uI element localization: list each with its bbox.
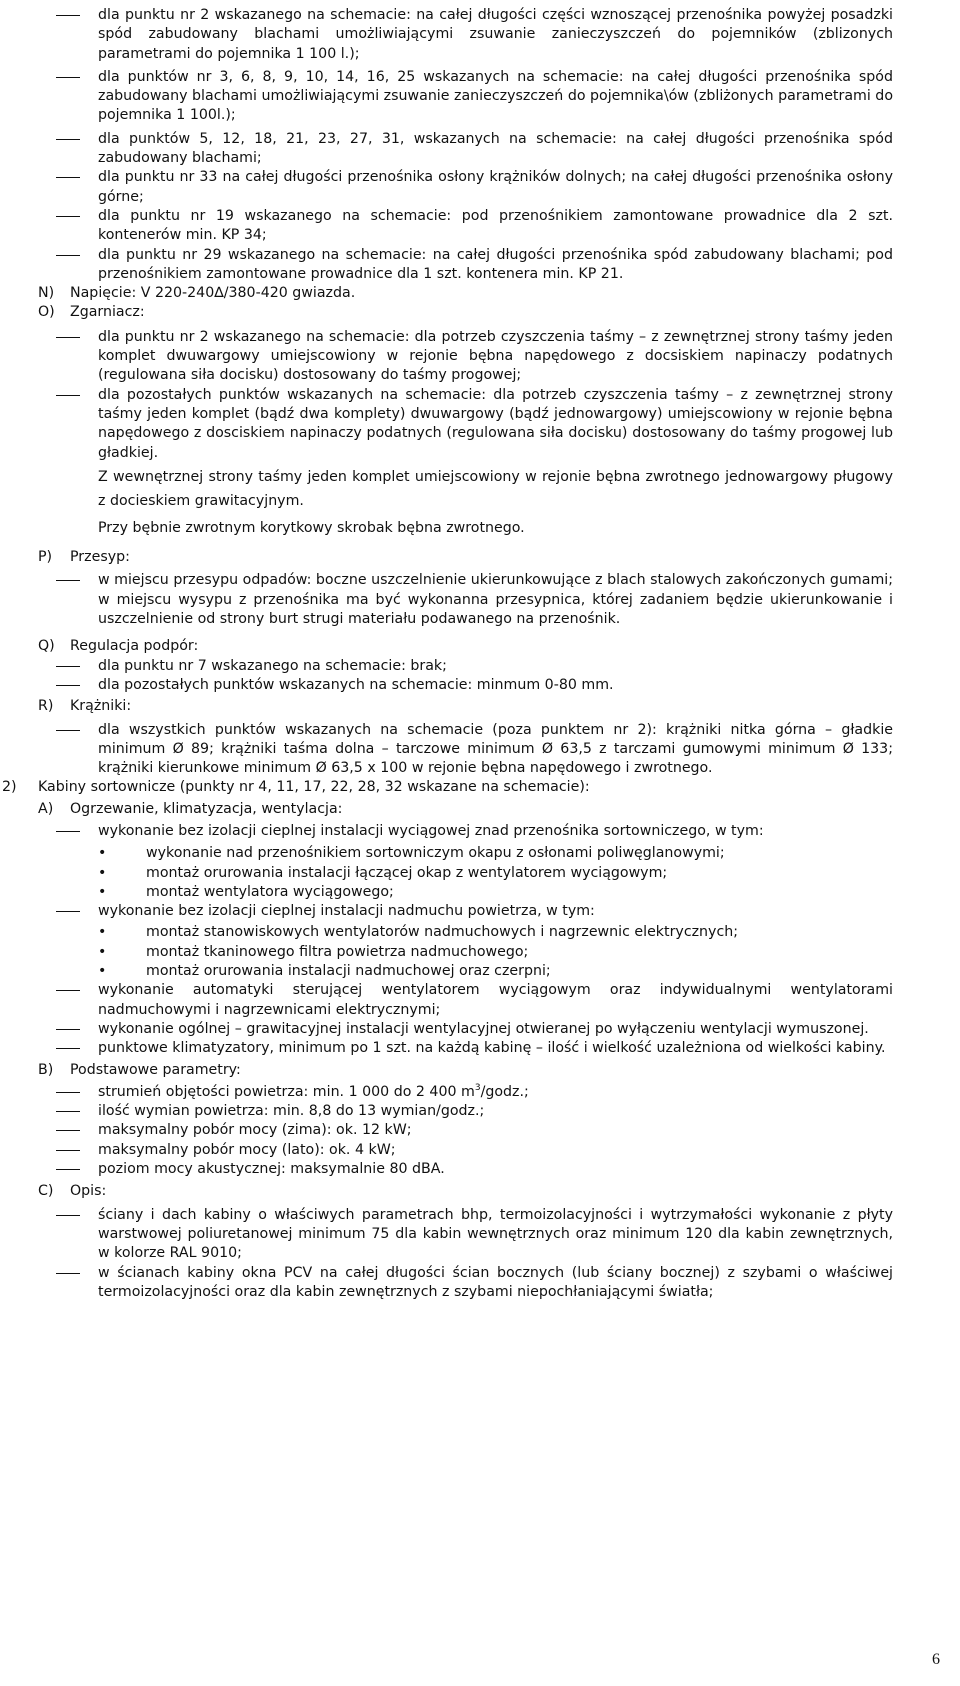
list-item <box>98 1121 893 1140</box>
section-title: Podstawowe parametry: <box>70 1061 241 1078</box>
dash-marker <box>56 177 80 178</box>
list-item-text-end: /godz.; <box>480 1083 529 1100</box>
section-title: Przesyp: <box>70 549 130 566</box>
bullet-list <box>98 844 893 902</box>
list-item <box>98 571 893 629</box>
list-item <box>98 246 893 285</box>
list-item-text: ilość wymian powietrza: min. 8,8 do 13 wymian/godz.; <box>98 1103 485 1120</box>
list-item <box>98 1141 893 1160</box>
list-item <box>98 207 893 246</box>
list-item <box>98 981 893 1020</box>
bullet-item-text: montaż wentylatora wyciągowego; <box>146 883 394 900</box>
list-item-text: maksymalny pobór mocy (zima): ok. 12 kW; <box>98 1122 412 1139</box>
dash-marker <box>56 255 80 256</box>
list-item <box>98 68 893 126</box>
section-text: Napięcie: V 220-240∆/380-420 gwiazda. <box>70 285 356 302</box>
list-item-text: dla punktów 5, 12, 18, 21, 23, 27, 31, wskazanych na schemacie: na całej długości przenośnika spód zabudowany blachami; <box>98 130 893 167</box>
list-item-text: dla punktu nr 2 wskazanego na schemacie: dla potrzeb czyszczenia taśmy – z zewnętrznej strony taśmy jeden komplet dwuwargowy umiejscowiony w rejonie bębna napędowego z docsiskiem napinaczy podatnych (regulowana siła docisku) dostosowany do taśmy progowej; <box>98 328 893 384</box>
section-o-list <box>98 328 893 538</box>
dash-marker <box>56 1111 80 1112</box>
section-title: Kabiny sortownicze (punkty nr 4, 11, 17, 22, 28, 32 wskazane na schemacie): <box>38 779 590 796</box>
section-marker: O) <box>38 304 55 321</box>
list-item-text: dla punktów nr 3, 6, 8, 9, 10, 14, 16, 25 wskazanych na schemacie: na całej długości przenośnika spód zabudowany blachami umożliwiającymi zsuwanie zanieczyszczeń do pojemnika\ów (zbliżonych parametrami do pojemnika 1 100l.); <box>98 68 893 124</box>
dash-list-continuation <box>98 6 893 284</box>
dash-marker <box>56 1215 80 1216</box>
section-marker: A) <box>38 800 54 817</box>
section-o-heading <box>38 303 960 322</box>
bullet-marker: • <box>98 943 107 960</box>
list-item-text: wykonanie automatyki sterującej wentylatorem wyciągowym oraz indywidualnymi wentylatorami nadmuchowymi i nagrzewnicami elektrycznymi; <box>98 982 893 1018</box>
section-p-heading <box>38 548 960 567</box>
list-item-text: dla punktu nr 33 na całej długości przenośnika osłony krążników dolnych; na całej długości przenośnika osłony górne; <box>98 169 893 205</box>
section-marker: C) <box>38 1183 54 1200</box>
list-item <box>98 168 893 207</box>
bullet-item-text: montaż orurowania instalacji łączącej okap z wentylatorem wyciągowym; <box>146 864 668 881</box>
paragraph: Z wewnętrznej strony taśmy jeden komplet umiejscowiony w rejonie bębna zwrotnego jednowargowy pługowy z docieskiem grawitacyjnym. <box>98 468 893 509</box>
section-r-heading <box>38 697 960 716</box>
section-marker: R) <box>38 698 54 715</box>
list-item <box>98 657 893 676</box>
section-title: Krążniki: <box>70 698 132 715</box>
list-item-text: poziom mocy akustycznej: maksymalnie 80 dBA. <box>98 1161 445 1178</box>
bullet-item <box>98 923 893 942</box>
dash-marker <box>56 139 80 140</box>
list-item-text: dla punktu nr 7 wskazanego na schemacie: brak; <box>98 657 447 674</box>
section-2c-list <box>98 1206 893 1302</box>
bullet-marker: • <box>98 924 107 941</box>
section-title: Ogrzewanie, klimatyzacja, wentylacja: <box>70 800 343 817</box>
dash-marker <box>56 77 80 78</box>
bullet-marker: • <box>98 883 107 900</box>
section-marker: B) <box>38 1061 54 1078</box>
section-marker: Q) <box>38 638 55 655</box>
list-item <box>98 676 893 695</box>
list-item-text: w miejscu przesypu odpadów: boczne uszczelnienie ukierunkowujące z blach stalowych zakończonych gumami; w miejscu wysypu z przenośnika ma być wykonanna przesypnica, której zadaniem będzie ukierunkowanie i uszczelnienie od strony burt strugi materiału podawanego na przenośnik. <box>98 572 893 628</box>
dash-marker <box>56 666 80 667</box>
page-number: 6 <box>932 1651 940 1668</box>
list-item <box>98 1020 893 1039</box>
list-item <box>98 130 893 169</box>
section-2a-heading <box>38 800 960 819</box>
bullet-item-text: montaż tkaninowego filtra powietrza nadmuchowego; <box>146 943 529 960</box>
dash-marker <box>56 395 80 396</box>
list-item <box>98 1083 893 1102</box>
dash-marker <box>56 337 80 338</box>
list-item-text: w ścianach kabiny okna PCV na całej długości ścian bocznych (lub ściany bocznej) z szybami o właściwej termoizolacyjności oraz dla kabin zewnętrznych z szybami niepochłaniającymi światła; <box>98 1264 893 1300</box>
section-p-list <box>98 571 893 629</box>
list-item-text: wykonanie bez izolacji cieplnej instalacji nadmuchu powietrza, w tym: <box>98 903 595 920</box>
bullet-marker: • <box>98 845 107 862</box>
list-item-text: maksymalny pobór mocy (lato): ok. 4 kW; <box>98 1141 396 1158</box>
list-item <box>98 328 893 386</box>
section-2-heading <box>2 778 960 797</box>
bullet-item <box>98 943 893 962</box>
dash-marker <box>56 1150 80 1151</box>
list-item <box>98 902 893 921</box>
dash-marker <box>56 990 80 991</box>
dash-marker <box>56 1273 80 1274</box>
document-body <box>0 6 960 1302</box>
bullet-item <box>98 844 893 863</box>
list-item <box>98 1160 893 1179</box>
bullet-item-text: wykonanie nad przenośnikiem sortowniczym okapu z osłonami poliwęglanowymi; <box>146 845 725 862</box>
list-item-text: strumień objętości powietrza: min. 1 000 do 2 400 m <box>98 1083 475 1100</box>
dash-marker <box>56 15 80 16</box>
list-item-text: wykonanie ogólnej – grawitacyjnej instalacji wentylacyjnej otwieranej po wyłączeniu wentylacji wymuszonej. <box>98 1020 869 1037</box>
list-item <box>98 822 893 841</box>
section-n <box>38 284 960 303</box>
dash-marker <box>56 1048 80 1049</box>
dash-marker <box>56 1169 80 1170</box>
bullet-item-text: montaż orurowania instalacji nadmuchowej oraz czerpni; <box>146 963 551 980</box>
list-item-text: dla punktu nr 19 wskazanego na schemacie: pod przenośnikiem zamontowane prowadnice dla 2 szt. kontenerów min. KP 34; <box>98 207 893 244</box>
dash-marker <box>56 685 80 686</box>
list-item <box>98 1102 893 1121</box>
bullet-marker: • <box>98 963 107 980</box>
bullet-item <box>98 864 893 883</box>
section-marker: P) <box>38 549 53 566</box>
bullet-item <box>98 883 893 902</box>
list-item-text: dla punktu nr 29 wskazanego na schemacie: na całej długości przenośnika spód zabudowany blachami; pod przenośnikiem zamontowane prowadnice dla 1 szt. kontenera min. KP 21. <box>98 246 893 282</box>
dash-marker <box>56 580 80 581</box>
list-item-text: dla pozostałych punktów wskazanych na schemacie: minmum 0-80 mm. <box>98 676 614 693</box>
section-2b-list <box>98 1083 893 1179</box>
dash-marker <box>56 730 80 731</box>
dash-marker <box>56 1029 80 1030</box>
list-item-text: ściany i dach kabiny o właściwych parametrach bhp, termoizolacyjności i wytrzymałości wykonanie z płyty warstwowej poliuretanowej minimum 75 dla kabin wewnętrznych oraz minimum 120 dla kabin zewnętrznych, w kolorze RAL 9010; <box>98 1206 893 1262</box>
dash-marker <box>56 1092 80 1093</box>
section-title: Regulacja podpór: <box>70 638 199 655</box>
list-item <box>98 1264 893 1303</box>
dash-marker <box>56 911 80 912</box>
section-2a-list <box>98 822 893 1059</box>
list-item <box>98 721 893 779</box>
section-r-list <box>98 721 893 779</box>
list-item <box>98 6 893 64</box>
dash-marker <box>56 831 80 832</box>
section-marker: N) <box>38 285 55 302</box>
list-item <box>98 1039 893 1058</box>
list-item <box>98 1206 893 1264</box>
section-title: Zgarniacz: <box>70 304 145 321</box>
paragraph: Przy bębnie zwrotnym korytkowy skrobak bębna zwrotnego. <box>98 519 525 536</box>
bullet-list <box>98 923 893 981</box>
section-q-list <box>98 657 893 696</box>
list-item <box>98 386 893 463</box>
list-item-text: dla pozostałych punktów wskazanych na schemacie: dla potrzeb czyszczenia taśmy – z zewnętrznej strony taśmy jeden komplet (bądź dwa komplety) dwuwargowy (bądź jednowargowy) umiejscowiony w rejonie bębna napędowego z dosciskiem napinaczy podatnych (regulowana siła docisku) dostosowany do taśmy progowej lub gładkiej. <box>98 386 893 461</box>
superscript: 3 <box>474 1082 481 1093</box>
section-q-heading <box>38 637 960 656</box>
list-item-text: wykonanie bez izolacji cieplnej instalacji wyciągowej znad przenośnika sortowniczego, w tym: <box>98 822 764 839</box>
section-2b-heading <box>38 1061 960 1080</box>
bullet-marker: • <box>98 864 107 881</box>
dash-marker <box>56 1130 80 1131</box>
dash-marker <box>56 216 80 217</box>
list-item-text: dla punktu nr 2 wskazanego na schemacie: na całej długości części wznoszącej przenośnika powyżej posadzki spód zabudowany blachami umożliwiającymi zsuwanie zanieczyszczeń do pojemników (zblizonych parametrami do pojemnika 1 100 l.); <box>98 7 893 62</box>
bullet-item-text: montaż stanowiskowych wentylatorów nadmuchowych i nagrzewnic elektrycznych; <box>146 924 739 941</box>
section-2c-heading <box>38 1182 960 1201</box>
section-title: Opis: <box>70 1183 107 1200</box>
list-item-text: punktowe klimatyzatory, minimum po 1 szt. na każdą kabinę – ilość i wielkość uzależniona od wielkości kabiny. <box>98 1040 886 1057</box>
section-marker: 2) <box>2 779 17 796</box>
list-item-text: dla wszystkich punktów wskazanych na schemacie (poza punktem nr 2): krążniki nitka górna – gładkie minimum Ø 89; krążniki taśma dolna – tarczowe minimum Ø 63,5 z tarczami gumowymi minimum Ø 133; krążniki kierunkowe minimum Ø 63,5 x 100 w rejonie bębna napędowego i zwrotnego. <box>98 721 893 777</box>
bullet-item <box>98 962 893 981</box>
